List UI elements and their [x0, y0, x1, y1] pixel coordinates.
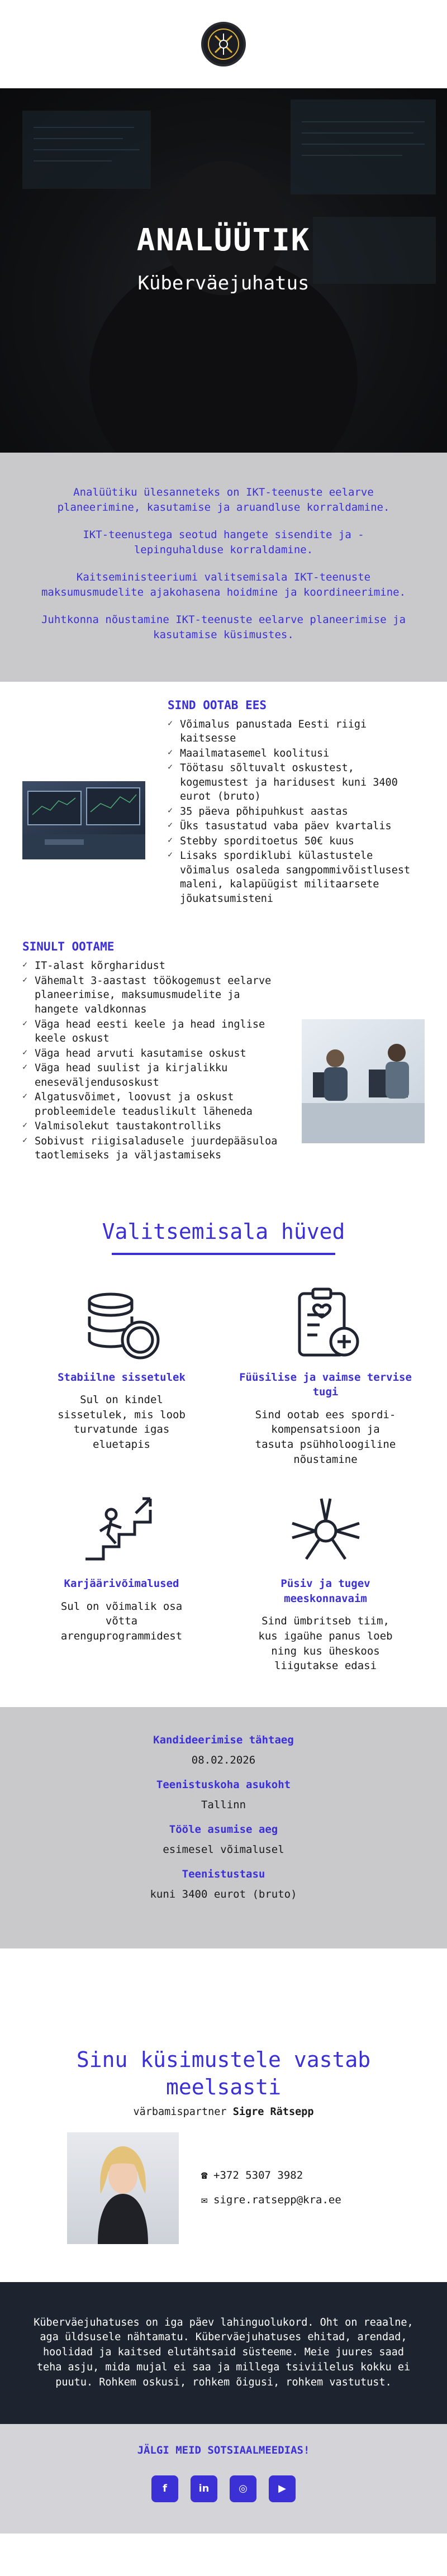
career-stairs-icon [34, 1489, 210, 1573]
recruiter-prefix: värbamispartner [133, 2106, 227, 2118]
intro-paragraph: IKT-teenustega seotud hangete sisendite ja -lepinguhalduse korraldamine. [83, 528, 364, 556]
social-links [0, 2475, 447, 2502]
benefit-card [237, 1283, 413, 1467]
location-label: Teenistuskoha asukoht [156, 1778, 291, 1791]
benefit-title: Stabiilne sissetulek [58, 1371, 186, 1384]
job-details-section [0, 1707, 447, 1948]
benefit-card [237, 1489, 413, 1674]
list-item: ✓ IT-alast kõrgharidust [22, 959, 285, 973]
benefit-text: Sul on võimalik osa võtta arenguprogrammidest [60, 1600, 183, 1643]
intro-section [0, 453, 447, 682]
email-row[interactable] [201, 2188, 341, 2213]
benefit-text: Sind ootab ees spordi-kompensatsioon ja tasuta psühholoogiline nõustamine [255, 1408, 396, 1466]
list-item: ✓ Üks tasustatud vaba päev kvartalis [168, 819, 425, 834]
list-item: ✓ Väga head suulist ja kirjalikku eneseväljendusoskust [22, 1061, 285, 1090]
contact-section [0, 1948, 447, 2266]
deadline-label: Kandideerimise tähtaeg [153, 1733, 294, 1746]
list-item: ✓ Võimalus panustada Eesti riigi kaitsesse [168, 717, 425, 746]
benefits-divider [112, 1253, 335, 1255]
benefit-title: Füüsilise ja vaimse tervise tugi [239, 1371, 412, 1399]
footer-text: Küberväejuhatuses on iga päev lahinguolukord. Oht on reaalne, aga üldsusele nähtamatu. Küberväejuhatuses ehitad, arendad, hoolidad ja kaitsed elutähtsaid süsteeme. Meie juures saad teha asju, mida mujal ei saa ja millega tsiviilelus kokku ei puutu. Rohkem oskusi, rohkem õigusi, rohkem vastutust. [34, 2316, 413, 2388]
intro-paragraph: Juhtkonna nõustamine IKT-teenuste eelarve planeerimise ja kasutamise küsimustes. [41, 613, 406, 641]
list-item: ✓ Stebby sporditoetus 50€ kuus [168, 834, 425, 849]
requirements-heading: SINULT OOTAME [22, 940, 115, 954]
contact-info [201, 2164, 341, 2212]
social-section [0, 2424, 447, 2534]
emblem-icon [206, 27, 241, 61]
contact-title: Sinu küsimustele vastab meelsasti [76, 2047, 371, 2100]
benefit-text: Sul on kindel sissetulek, mis loob turvatunde igas eluetapis [58, 1394, 186, 1451]
page-title: ANALÜÜTIK [136, 222, 311, 258]
social-title: JÄLGI MEID SOTSIAALMEEDIAS! [137, 2444, 310, 2456]
phone-icon: ☎ [201, 2169, 208, 2181]
list-item: ✓ Vähemalt 3-aastast töökogemust eelarve planeerimise, maksumusmudelite ja hangete valdkonnas [22, 974, 285, 1017]
list-item: ✓ Väga head eesti keele ja head inglise keele oskust [22, 1018, 285, 1046]
mail-icon: ✉ [201, 2193, 208, 2206]
intro-paragraph: Analüütiku ülesanneteks on IKT-teenuste eelarve planeerimine, kasutamise ja aruandluse korraldamine. [57, 486, 390, 514]
cyber-command-logo[interactable] [201, 22, 246, 66]
start-date-label: Tööle asumise aeg [169, 1823, 278, 1836]
linkedin-icon[interactable]: in [191, 2475, 217, 2502]
instagram-icon[interactable]: ◎ [230, 2475, 256, 2502]
requirements-section [0, 929, 447, 1185]
monitors-image [22, 781, 145, 859]
benefit-card [34, 1489, 210, 1674]
list-item: ✓ Väga head arvuti kasutamise oskust [22, 1047, 285, 1061]
benefit-card [34, 1283, 210, 1467]
benefit-title: Püsiv ja tugev meeskonnavaim [280, 1577, 370, 1605]
phone-row[interactable] [201, 2164, 341, 2188]
benefits-grid [34, 1283, 413, 1674]
facebook-icon[interactable]: f [151, 2475, 178, 2502]
logo-bar [0, 0, 447, 88]
hero-text [0, 222, 447, 294]
hero-banner [0, 88, 447, 453]
benefits-section [0, 1186, 447, 1685]
contact-card [67, 2132, 380, 2244]
footer-mission [0, 2282, 447, 2424]
list-item: ✓ Valmisolekut taustakontrolliks [22, 1119, 285, 1134]
recruiter-name: Sigre Rätsepp [232, 2106, 314, 2118]
email-address[interactable]: sigre.ratsepp@kra.ee [213, 2193, 341, 2206]
phone-number[interactable]: +372 5307 3982 [213, 2169, 303, 2181]
deadline-value: 08.02.2026 [191, 1753, 256, 1766]
list-item: ✓ 35 päeva põhipuhkust aastas [168, 805, 425, 819]
benefits-title: Valitsemisala hüved [102, 1219, 345, 1244]
location-value: Tallinn [201, 1798, 246, 1811]
intro-paragraph: Kaitseministeeriumi valitsemisala IKT-teenuste maksumusmudelite ajakohasena hoidmine ja koordineerimine. [41, 571, 406, 598]
salary-label: Teenistustasu [182, 1867, 265, 1880]
coin-stack-icon [34, 1283, 210, 1367]
recruiter-photo [67, 2132, 179, 2244]
list-item: ✓ Lisaks spordiklubi külastustele võimalus osaleda sangpommivõistlusest maleni, kalapüügist militaarsete jõukatsumisteni [168, 849, 425, 906]
list-item: ✓ Algatusvõimet, loovust ja oskust probleemidele teaduslikult läheneda [22, 1090, 285, 1119]
offer-heading: SIND OOTAB EES [168, 698, 267, 712]
benefit-title: Karjäärivõimalused [64, 1577, 179, 1590]
list-item: ✓ Maailmatasemel koolitusi [168, 747, 425, 761]
benefit-text: Sind ümbritseb tiim, kus igaühe panus loeb ning kus üheskoos liigutakse edasi [258, 1615, 393, 1672]
clipboard-health-icon [237, 1283, 413, 1367]
team-hands-icon [237, 1489, 413, 1573]
salary-value: kuni 3400 eurot (bruto) [150, 1888, 297, 1900]
youtube-icon[interactable]: ▶ [269, 2475, 296, 2502]
start-date-value: esimesel võimalusel [163, 1843, 284, 1856]
offer-section [0, 682, 447, 929]
offer-list [168, 717, 425, 906]
recruiter-line [34, 2106, 413, 2118]
list-item: ✓ Töötasu sõltuvalt oskustest, kogemustest ja haridusest kuni 3400 eurot (bruto) [168, 761, 425, 804]
page-subtitle: Küberväejuhatus [137, 272, 310, 294]
list-item: ✓ Sobivust riigisaladusele juurdepääsuloa taotlemiseks ja väljastamiseks [22, 1134, 285, 1163]
requirements-list [22, 959, 285, 1162]
office-workers-image [302, 1019, 425, 1143]
